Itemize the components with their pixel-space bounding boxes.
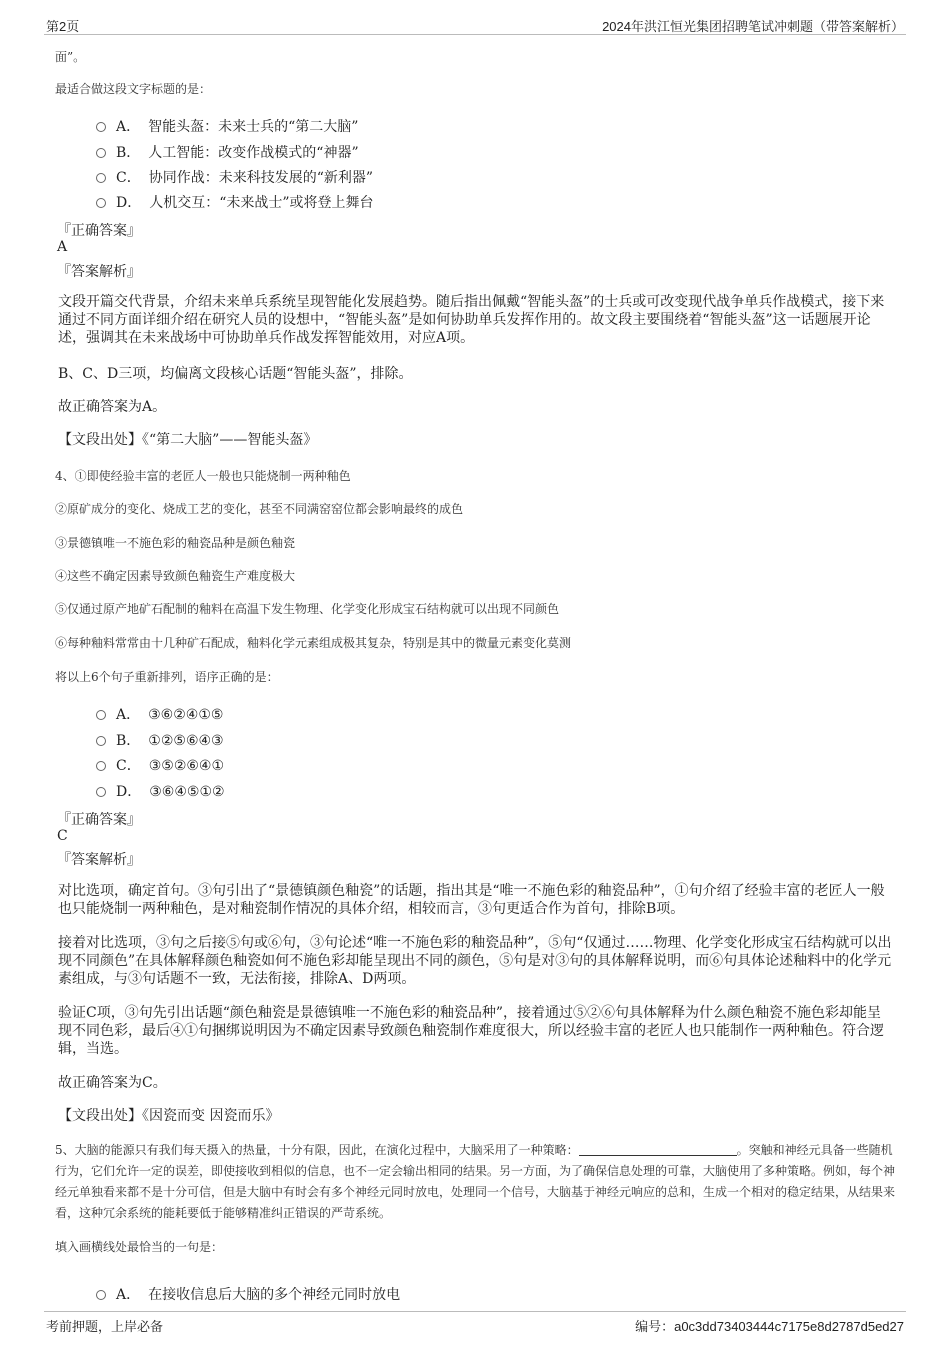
q4-option-b[interactable]: B． ①②⑤⑥④③ <box>96 730 224 750</box>
q4-answer-label: 『正确答案』 <box>57 812 141 828</box>
radio-icon[interactable] <box>96 710 106 720</box>
q3-analysis-label: 『答案解析』 <box>57 264 141 280</box>
radio-icon[interactable] <box>96 198 106 208</box>
q3-analysis-paragraph: 故正确答案为A。 <box>58 399 167 415</box>
fill-in-blank[interactable] <box>579 1143 737 1156</box>
q3-answer-label: 『正确答案』 <box>57 223 141 239</box>
radio-icon[interactable] <box>96 761 106 771</box>
q5-prompt: 填入画横线处最恰当的一句是： <box>55 1240 224 1254</box>
q4-option-c[interactable]: C． ③⑤②⑥④① <box>96 755 224 775</box>
radio-icon[interactable] <box>96 1290 106 1300</box>
q4-option-a[interactable]: A． ③⑥②④①⑤ <box>96 704 223 724</box>
q3-analysis-paragraph: 文段开篇交代背景，介绍未来单兵系统呈现智能化发展趋势。随后指出佩戴“智能头盔”的士兵或可改变现代战争单兵作战模式，接下来通过不同方面详细介绍在研究人员的设想中，“智能头盔”是如何协助单兵发挥作用的。故文段主要围绕着“智能头盔”这一话题展开论述，强调其在未来战场中可协助单兵作战发挥智能效用，对应A项。 <box>58 294 885 346</box>
q3-option-c[interactable]: C． 协同作战：未来科技发展的“新利器” <box>96 167 373 187</box>
radio-icon[interactable] <box>96 787 106 797</box>
radio-icon[interactable] <box>96 736 106 746</box>
q4-sentence: ②原矿成分的变化、烧成工艺的变化，甚至不同满窑窑位都会影响最终的成色 <box>55 502 464 516</box>
q3-option-a[interactable]: A． 智能头盔：未来士兵的“第二大脑” <box>96 116 358 136</box>
radio-icon[interactable] <box>96 173 106 183</box>
q4-sentence: ④这些不确定因素导致颜色釉瓷生产难度极大 <box>55 569 296 583</box>
q4-analysis-paragraph: 验证C项，③句先引出话题“颜色釉瓷是景德镇唯一不施色彩的釉瓷品种”，接着通过⑤②⑥句具体解释为什么颜色釉瓷不施色彩却能呈现不同色彩，最后④①句捆绑说明因为不确定因素导致颜色釉瓷制作难度很大，所以经验丰富的老匠人也只能制作一两种釉色。符合逻辑，当选。 <box>58 1005 884 1057</box>
q4-sentence: 4、①即使经验丰富的老匠人一般也只能烧制一两种釉色 <box>55 469 351 483</box>
q3-analysis-paragraph: B、C、D三项，均偏离文段核心话题“智能头盔”，排除。 <box>58 366 413 382</box>
q3-option-b[interactable]: B． 人工智能：改变作战模式的“神器” <box>96 142 359 162</box>
q4-sentence: ③景德镇唯一不施色彩的釉瓷品种是颜色釉瓷 <box>55 536 296 550</box>
q3-option-d[interactable]: D． 人机交互：“未来战士”或将登上舞台 <box>96 192 374 212</box>
q4-answer: C <box>57 828 68 844</box>
q4-sentence: ⑤仅通过原产地矿石配制的釉料在高温下发生物理、化学变化形成宝石结构就可以出现不同颜色 <box>55 602 560 616</box>
q4-prompt: 将以上6个句子重新排列，语序正确的是： <box>55 670 279 684</box>
footer-slogan: 考前押题，上岸必备 <box>46 1319 164 1334</box>
document-title: 2024年洪江恒光集团招聘笔试冲刺题（带答案解析） <box>602 19 904 34</box>
q4-analysis-paragraph: 接着对比选项，③句之后接⑤句或⑥句，③句论述“唯一不施色彩的釉瓷品种”，⑤句“仅通过……物理、化学变化形成宝石结构就可以出现不同颜色”在具体解释颜色釉瓷如何不施色彩却能呈现出不同的颜色，⑤句是对③句的具体解释说明，而⑥句具体论述釉料中的化学元素组成，与③句话题不一致，无法衔接，排除A、D两项。 <box>58 935 892 987</box>
q4-analysis-paragraph: 故正确答案为C。 <box>58 1075 167 1091</box>
q3-source: 【文段出处】《“第二大脑”——智能头盔》 <box>58 432 318 448</box>
q4-source: 【文段出处】《因瓷而变 因瓷而乐》 <box>58 1108 280 1124</box>
page-number: 第2页 <box>46 19 80 34</box>
document-id: 编号：a0c3dd73403444c7175e8d2787d5ed27 <box>635 1319 904 1334</box>
q4-sentence: ⑥每种釉料常常由十几种矿石配成，釉料化学元素组成极其复杂，特别是其中的微量元素变化莫测 <box>55 636 572 650</box>
carry-over-text: 面”。 <box>55 50 86 64</box>
q4-option-d[interactable]: D． ③⑥④⑤①② <box>96 781 225 801</box>
q5-passage: 5、大脑的能源只有我们每天摄入的热量，十分有限，因此，在演化过程中，大脑采用了一种策略： 。突触和神经元具备一些随机行为，它们允许一定的误差，即使接收到相似的信息，也不一定会输出相同的结果。另一方面，为了确保信息处理的可靠，大脑使用了多种策略。例如，每个神经元单独看来都不是十分可信，但是大脑中有时会有多个神经元同时放电，处理同一个信号，大脑基于神经元响应的总和，生成一个相对的稳定结果，从结果来看，这种冗余系统的能耗要低于能够精准纠正错误的严苛系统。 <box>55 1143 896 1220</box>
q5-option-a[interactable]: A． 在接收信息后大脑的多个神经元同时放电 <box>96 1284 400 1304</box>
q3-answer: A <box>57 239 68 255</box>
radio-icon[interactable] <box>96 148 106 158</box>
q3-prompt: 最适合做这段文字标题的是： <box>55 82 212 96</box>
q4-analysis-paragraph: 对比选项，确定首句。③句引出了“景德镇颜色釉瓷”的话题，指出其是“唯一不施色彩的釉瓷品种”，①句介绍了经验丰富的老匠人一般也只能烧制一两种釉色，是对釉瓷制作情况的具体介绍，相较而言，③句更适合作为首句，排除B项。 <box>58 883 885 917</box>
radio-icon[interactable] <box>96 122 106 132</box>
page-footer <box>44 1311 906 1336</box>
page-header <box>44 14 906 35</box>
q4-analysis-label: 『答案解析』 <box>57 852 141 868</box>
